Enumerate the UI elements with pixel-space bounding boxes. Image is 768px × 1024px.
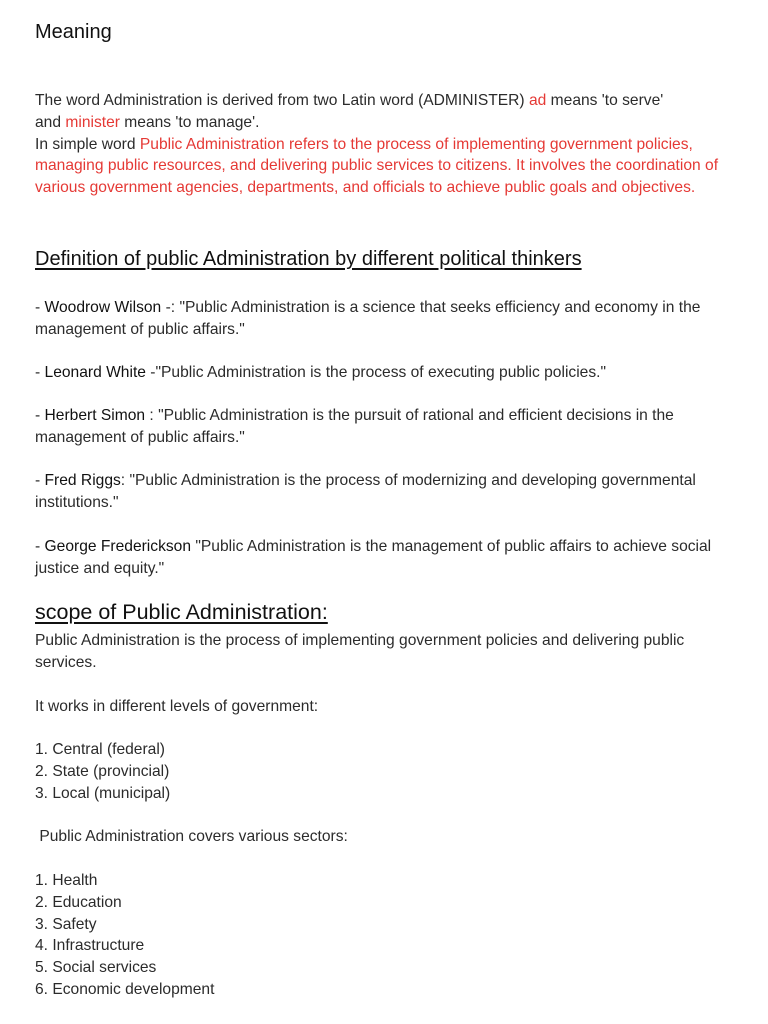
definition-quote: "Public Administration is the process of executing public policies." <box>155 364 607 381</box>
definition-quote: "Public Administration is the pursuit of rational and efficient decisions in the management of public affairs." <box>35 407 674 446</box>
definition-separator: : <box>145 407 159 424</box>
thinker-name: Herbert Simon <box>44 407 146 424</box>
definition-item-wilson <box>35 297 735 341</box>
meaning-word-minister: minister <box>65 113 120 131</box>
meaning-heading: Meaning <box>35 21 112 43</box>
list-item: 1. Health <box>35 872 98 889</box>
definitions-heading: Definition of public Administration by different political thinkers <box>35 248 582 270</box>
scope-intro: Public Administration is the process of implementing government policies and delivering public services. <box>35 632 685 671</box>
definition-prefix: - <box>35 538 45 555</box>
sectors-intro: Public Administration covers various sectors: <box>35 828 348 845</box>
meaning-text-d: means 'to manage'. <box>119 113 260 131</box>
sectors-list <box>35 870 735 1001</box>
definition-separator: -: <box>161 299 180 316</box>
definition-prefix: - <box>35 299 45 316</box>
meaning-word-ad: ad <box>528 92 547 109</box>
definition-quote: "Public Administration is a science that seeks efficiency and economy in the management of public affairs." <box>35 299 701 338</box>
thinker-name: George Frederickson <box>44 538 192 555</box>
definition-prefix: - <box>35 472 45 489</box>
list-item: 2. Education <box>35 893 122 911</box>
definition-quote: "Public Administration is the process of modernizing and developing governmental institutions." <box>35 472 696 511</box>
list-item: 3. Local (municipal) <box>35 784 171 802</box>
list-item: 4. Infrastructure <box>35 937 145 955</box>
definition-item-frederickson <box>35 536 735 580</box>
definition-quote: "Public Administration is the management of public affairs to achieve social justice and equity." <box>35 538 712 577</box>
list-item: 6. Economic development <box>35 980 215 998</box>
thinker-name: Leonard White <box>44 364 146 381</box>
meaning-text-c: and <box>35 113 66 131</box>
definition-item-white <box>35 362 735 384</box>
simple-word-definition: Public Administration refers to the process of implementing government policies, managing public resources, and delivering public services to citizens. It involves the coordination of various government agencies, departments, and officials to achieve public goals and objectives. <box>35 135 719 197</box>
meaning-text-a: The word Administration is derived from two Latin word (ADMINISTER) <box>35 92 529 109</box>
simple-word-text: In simple word <box>35 135 140 153</box>
definition-prefix: - <box>35 407 45 424</box>
list-item: 5. Social services <box>35 959 157 977</box>
list-item: 2. State (provincial) <box>35 762 170 780</box>
levels-intro: It works in different levels of government: <box>35 698 319 715</box>
list-item: 1. Central (federal) <box>35 741 166 758</box>
list-item: 3. Safety <box>35 915 97 933</box>
definition-item-riggs <box>35 470 735 514</box>
definition-item-simon <box>35 405 735 449</box>
levels-list <box>35 739 735 804</box>
meaning-text-b: means 'to serve' <box>546 92 664 109</box>
thinker-name: Woodrow Wilson <box>44 299 162 316</box>
definition-prefix: - <box>35 364 45 381</box>
definition-separator: - <box>145 364 156 381</box>
thinker-name: Fred Riggs <box>44 472 121 489</box>
scope-heading: scope of Public Administration: <box>35 600 328 624</box>
meaning-paragraph <box>35 90 735 199</box>
definition-separator: : <box>120 472 130 489</box>
